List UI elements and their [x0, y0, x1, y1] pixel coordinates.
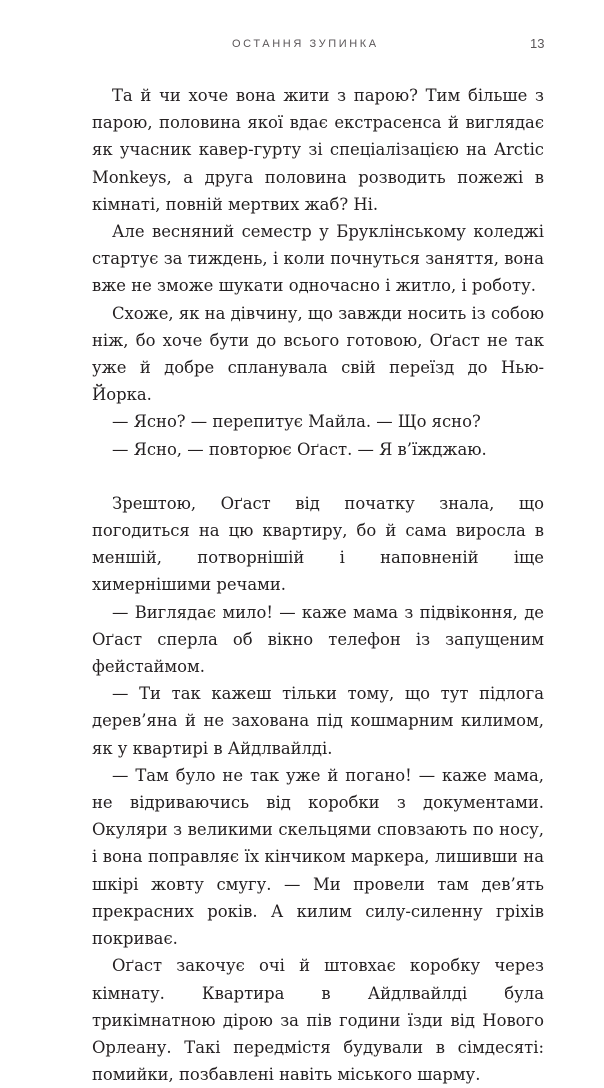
dialogue-line: — Виглядає мило! — каже мама з підвіконня, де Оґаст сперла об вікно телефон із запущеним фейстаймом.	[92, 602, 544, 677]
running-head: ОСТАННЯ ЗУПИНКА	[232, 38, 379, 50]
dialogue-line: — Ясно? — перепитує Майла. — Що ясно?	[112, 412, 481, 432]
paragraph: Але весняний семестр у Бруклінському коледжі стартує за тиждень, і коли почнуться заняття, вона вже не зможе шукати одночасно і житло, і роботу.	[92, 222, 544, 296]
paragraph: Зрештою, Оґаст від початку знала, що погодиться на цю квартиру, бо й сама виросла в меншій, потворнішій і наповненій іще химернішими речами.	[92, 493, 544, 595]
dialogue-line: — Ти так кажеш тільки тому, що тут підлога дерев’яна й не захована під кошмарним килимом, як у квартирі в Айдлвайлді.	[92, 684, 544, 758]
paragraph: Схоже, як на дівчину, що завжди носить із собою ніж, бо хоче бути до всього готовою, Оґаст не так уже й добре спланувала свій переїзд до Нью-Йорка.	[92, 303, 544, 405]
dialogue-line: — Ясно, — повторює Оґаст. — Я в’їжджаю.	[112, 439, 487, 459]
page-number: 13	[530, 36, 545, 51]
paragraph: Та й чи хоче вона жити з парою? Тим більше з парою, половина якої вдає екстрасенса й виглядає як учасник кавер-гурту зі спеціалізацією на Arctic Monkeys, а друга половина розводить пожежі в кімнаті, повній мертвих жаб? Ні.	[92, 86, 544, 214]
paragraph: Оґаст закочує очі й штовхає коробку через кімнату. Квартира в Айдлвайлді була трикімнатною дірою за пів години їзди від Нового Орлеану. Такі передмістя будували в сімдесяті: помийки, позбавлені навіть міського шарму.	[92, 956, 544, 1085]
page-header	[0, 36, 604, 56]
dialogue-line: — Там було не так уже й погано! — каже мама, не відриваючись від коробки з документами. Окуляри з великими скельцями сповзають по носу, і вона поправляє їх кінчиком маркера, лишивши на шкірі жовту смугу. — Ми провели там дев’ять прекрасних років. А килим силу-силенну гріхів покриває.	[92, 765, 544, 949]
body-text	[92, 82, 544, 1088]
